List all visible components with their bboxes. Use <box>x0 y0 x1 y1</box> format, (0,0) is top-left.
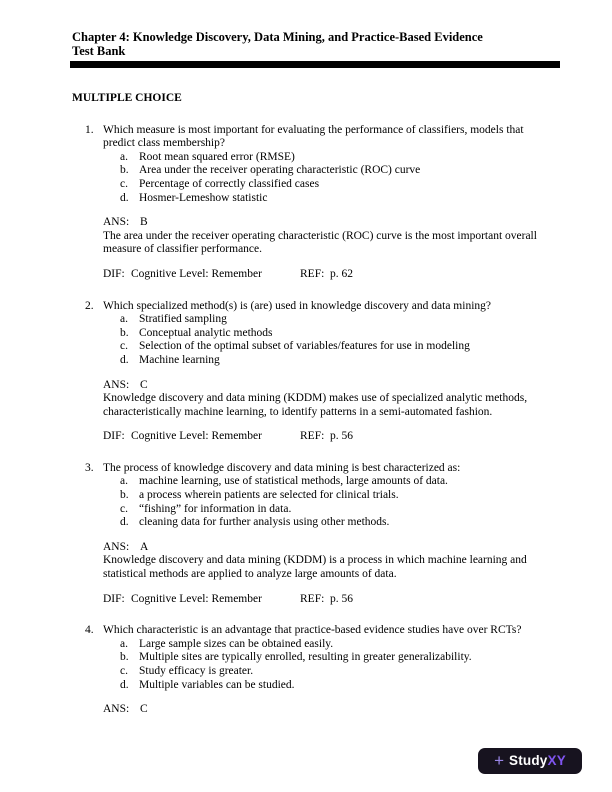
question-block-1 <box>72 124 562 282</box>
answer-label: ANS: <box>103 703 130 716</box>
option-row <box>103 489 550 503</box>
dif-label: DIF: <box>103 430 125 443</box>
option-letter: d. <box>120 191 129 204</box>
option-text: Selection of the optimal subset of variables/features for use in modeling <box>139 340 470 353</box>
option-letter: a. <box>120 637 128 650</box>
answer-block <box>103 216 550 257</box>
option-text: Area under the receiver operating characteristic (ROC) curve <box>139 164 421 177</box>
question-block-4 <box>72 624 562 717</box>
header-rule <box>70 61 560 68</box>
question-text: Which measure is most important for evaluating the performance of classifiers, models that predict class membership? <box>103 123 524 150</box>
question-block-3 <box>72 462 562 606</box>
answer-label: ANS: <box>103 378 130 391</box>
ref-label: REF: <box>300 592 325 605</box>
option-row <box>103 516 550 530</box>
option-text: machine learning, use of statistical methods, large amounts of data. <box>139 475 448 488</box>
ref-value: p. 56 <box>330 430 353 443</box>
dif-label: DIF: <box>103 267 125 280</box>
option-text: Large sample sizes can be obtained easily. <box>139 637 334 650</box>
question-body <box>103 300 550 444</box>
answer-line <box>103 703 550 717</box>
option-letter: d. <box>120 678 129 691</box>
brand-study: Study <box>509 753 548 769</box>
option-letter: d. <box>120 353 129 366</box>
option-row <box>103 651 550 665</box>
option-text: Root mean squared error (RMSE) <box>139 150 295 163</box>
dif-value: Cognitive Level: Remember <box>131 267 262 280</box>
option-row <box>103 313 550 327</box>
option-row <box>103 151 550 165</box>
answer-label: ANS: <box>103 540 130 553</box>
dif-ref-row <box>103 430 550 444</box>
feedback-text: Knowledge discovery and data mining (KDDM) is a process in which machine learning and statistical methods are applied to analyze large amounts of data. <box>103 554 527 581</box>
option-row <box>103 192 550 206</box>
question-row <box>72 462 562 606</box>
answer-line <box>103 216 550 230</box>
option-text: Hosmer-Lemeshow statistic <box>139 191 268 204</box>
page-header <box>72 30 562 68</box>
answer-block <box>103 379 550 420</box>
option-row <box>103 164 550 178</box>
answer-line <box>103 379 550 393</box>
question-row <box>72 624 562 717</box>
answer-value: A <box>140 540 149 553</box>
option-letter: b. <box>120 164 129 177</box>
option-text: Machine learning <box>139 353 220 366</box>
option-text: Conceptual analytic methods <box>139 326 273 339</box>
header-subtitle: Test Bank <box>72 44 126 58</box>
option-letter: b. <box>120 326 129 339</box>
option-text: Study efficacy is greater. <box>139 665 254 677</box>
option-text: a process wherein patients are selected for clinical trials. <box>139 489 399 502</box>
option-letter: b. <box>120 651 129 664</box>
answer-value: C <box>140 703 148 716</box>
feedback-text: The area under the receiver operating characteristic (ROC) curve is the most important overall measure of classifier performance. <box>103 229 537 256</box>
plus-icon: + <box>494 750 504 770</box>
option-text: “fishing” for information in data. <box>139 502 292 515</box>
dif-value: Cognitive Level: Remember <box>131 592 262 605</box>
header-title: Chapter 4: Knowledge Discovery, Data Mining, and Practice-Based Evidence <box>72 30 483 44</box>
option-row <box>103 340 550 354</box>
option-row <box>103 178 550 192</box>
option-row <box>103 665 550 679</box>
option-text: Stratified sampling <box>139 313 227 326</box>
option-letter: c. <box>120 177 128 190</box>
option-text: cleaning data for further analysis using other methods. <box>139 516 390 529</box>
answer-block <box>103 703 550 717</box>
option-letter: d. <box>120 516 129 529</box>
question-number: 2. <box>85 299 94 312</box>
option-letter: a. <box>120 150 128 163</box>
answer-value: C <box>140 378 148 391</box>
option-letter: c. <box>120 502 128 515</box>
question-body <box>103 124 550 282</box>
ref-label: REF: <box>300 430 325 443</box>
question-row <box>72 300 562 444</box>
answer-line <box>103 541 550 555</box>
question-number: 3. <box>85 461 94 474</box>
ref-value: p. 56 <box>330 592 353 605</box>
option-row <box>103 503 550 517</box>
question-text: The process of knowledge discovery and data mining is best characterized as: <box>103 461 461 474</box>
question-row <box>72 124 562 282</box>
dif-ref-row <box>103 268 550 282</box>
option-letter: c. <box>120 340 128 353</box>
question-body <box>103 462 550 606</box>
brand-xy: XY <box>547 753 566 769</box>
dif-ref-row <box>103 593 550 607</box>
question-text: Which specialized method(s) is (are) used in knowledge discovery and data mining? <box>103 299 491 312</box>
question-text: Which characteristic is an advantage that practice-based evidence studies have over RCTs? <box>103 624 522 637</box>
dif-value: Cognitive Level: Remember <box>131 430 262 443</box>
ref-value: p. 62 <box>330 267 353 280</box>
option-letter: a. <box>120 475 128 488</box>
feedback-text: Knowledge discovery and data mining (KDDM) makes use of specialized analytic methods, characteristically machine learning, to identify patterns in a semi-automated fashion. <box>103 392 528 418</box>
option-text: Multiple variables can be studied. <box>139 678 295 691</box>
section-title: MULTIPLE CHOICE <box>72 92 182 104</box>
option-letter: a. <box>120 313 128 326</box>
option-letter: b. <box>120 489 129 502</box>
option-row <box>103 679 550 693</box>
option-letter: c. <box>120 665 128 677</box>
option-row <box>103 638 550 652</box>
question-number: 4. <box>85 624 94 637</box>
option-text: Percentage of correctly classified cases <box>139 177 320 190</box>
option-row <box>103 354 550 368</box>
question-block-2 <box>72 300 562 444</box>
option-text: Multiple sites are typically enrolled, resulting in greater generalizability. <box>139 651 472 664</box>
option-row <box>103 327 550 341</box>
question-body <box>103 624 550 717</box>
answer-value: B <box>140 216 148 229</box>
studyxy-badge[interactable] <box>478 748 582 774</box>
answer-block <box>103 541 550 582</box>
answer-label: ANS: <box>103 216 130 229</box>
ref-label: REF: <box>300 267 325 280</box>
question-number: 1. <box>85 123 94 136</box>
option-row <box>103 475 550 489</box>
dif-label: DIF: <box>103 592 125 605</box>
studyxy-brand <box>509 754 566 768</box>
